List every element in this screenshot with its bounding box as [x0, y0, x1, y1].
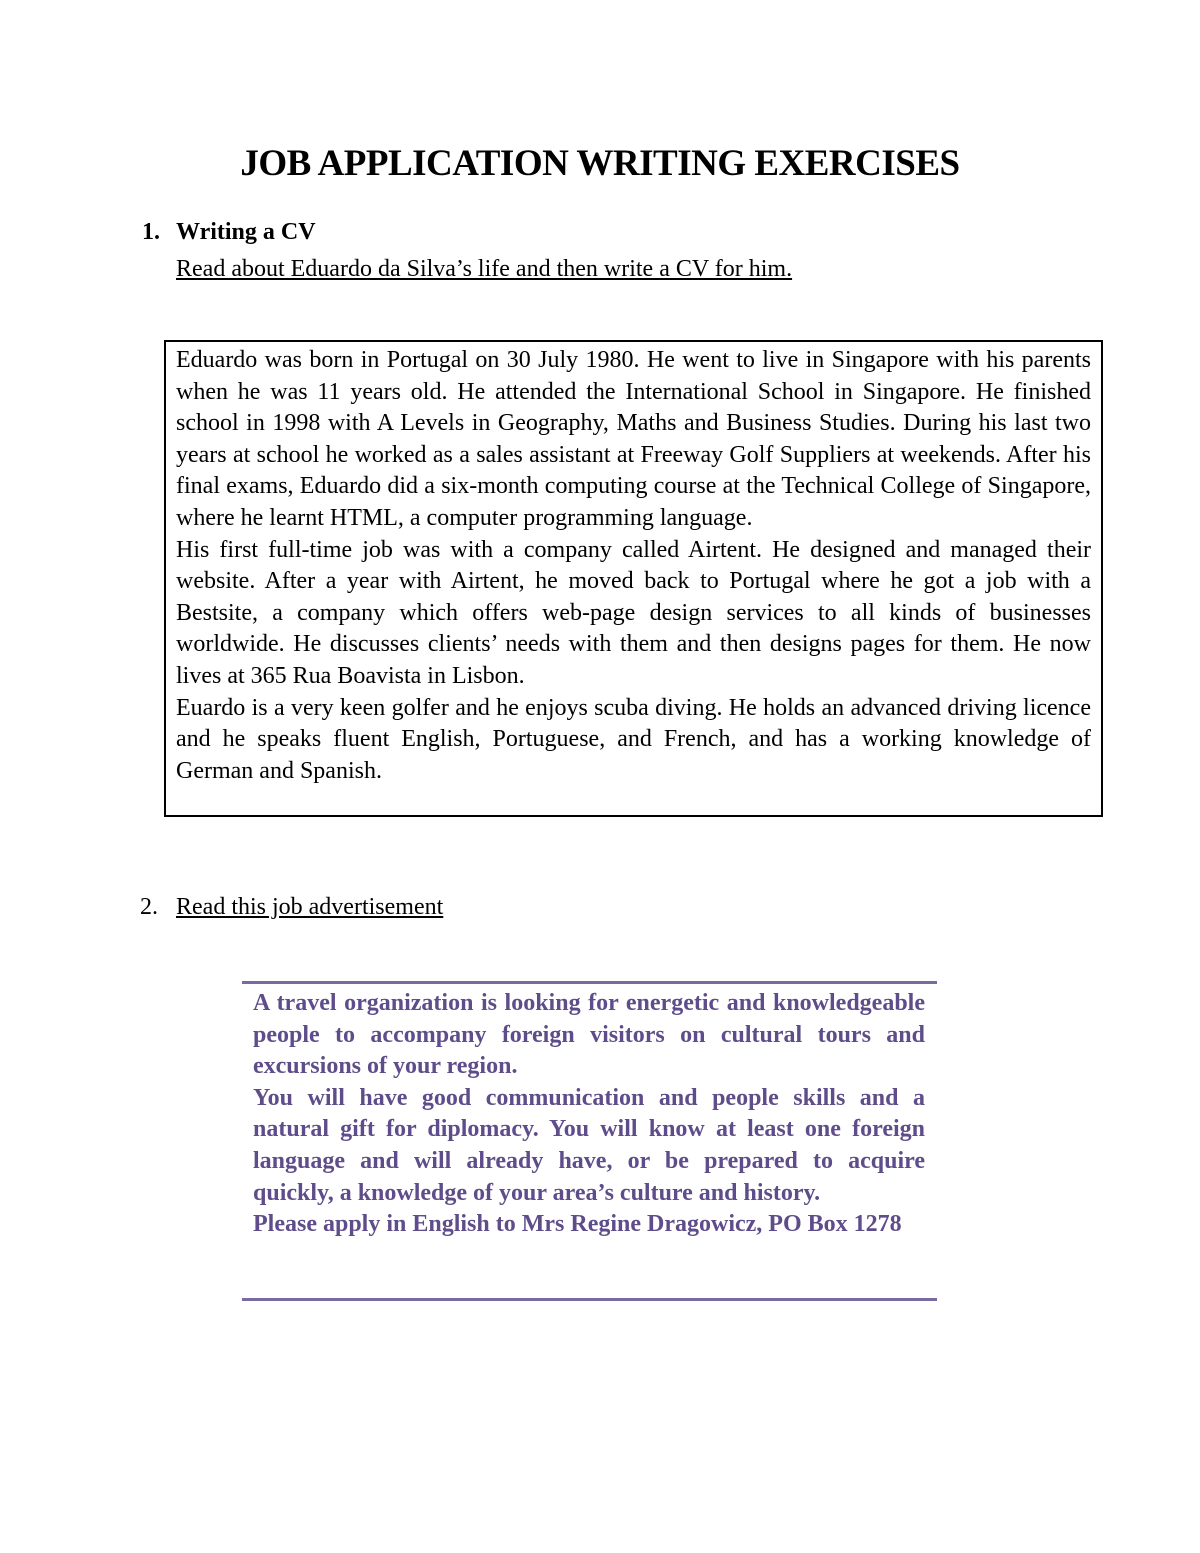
- section-2-instruction: Read this job advertisement: [176, 894, 444, 920]
- biography-paragraph-1: Eduardo was born in Portugal on 30 July 1980. He went to live in Singapore with his parents when he was 11 years old. He attended the International School in Singapore. He finished school in 1998 with A Levels in Geography, Maths and Business Studies. During his last two years at school he worked as a sales assistant at Freeway Golf Suppliers at weekends. After his final exams, Eduardo did a six-month computing course at the Technical College of Singapore, where he learnt HTML, a computer programming language.: [176, 347, 1091, 531]
- biography-box: [164, 340, 1103, 817]
- biography-paragraph-2: His first full-time job was with a company called Airtent. He designed and managed their website. After a year with Airtent, he moved back to Portugal where he got a job with a Bestsite, a company which offers web-page design services to all kinds of businesses worldwide. He discusses clients’ needs with them and then designs pages for them. He now lives at 365 Rua Boavista in Lisbon.: [176, 536, 1091, 689]
- section-1-heading: Writing a CV: [176, 219, 316, 245]
- section-2-number: 2.: [140, 894, 158, 920]
- section-1-number: 1.: [142, 219, 160, 245]
- advertisement-paragraph-1: A travel organization is looking for energetic and knowledgeable people to accompany foreign visitors on cultural tours and excursions of your region.: [253, 990, 925, 1080]
- advertisement-paragraph-2: You will have good communication and people skills and a natural gift for diplomacy. You will know at least one foreign language and will already have, or be prepared to acquire quickly, a knowledge of your area’s culture and history.: [253, 1084, 925, 1206]
- advertisement-paragraph-3: Please apply in English to Mrs Regine Dragowicz, PO Box 1278: [253, 1211, 902, 1238]
- job-advertisement-box: [242, 981, 937, 1301]
- section-1-instruction: Read about Eduardo da Silva’s life and then write a CV for him.: [176, 256, 793, 282]
- biography-paragraph-3: Euardo is a very keen golfer and he enjoys scuba diving. He holds an advanced driving licence and he speaks fluent English, Portuguese, and French, and has a working knowledge of German and Spanish.: [176, 694, 1091, 784]
- document-title: JOB APPLICATION WRITING EXERCISES: [240, 143, 960, 184]
